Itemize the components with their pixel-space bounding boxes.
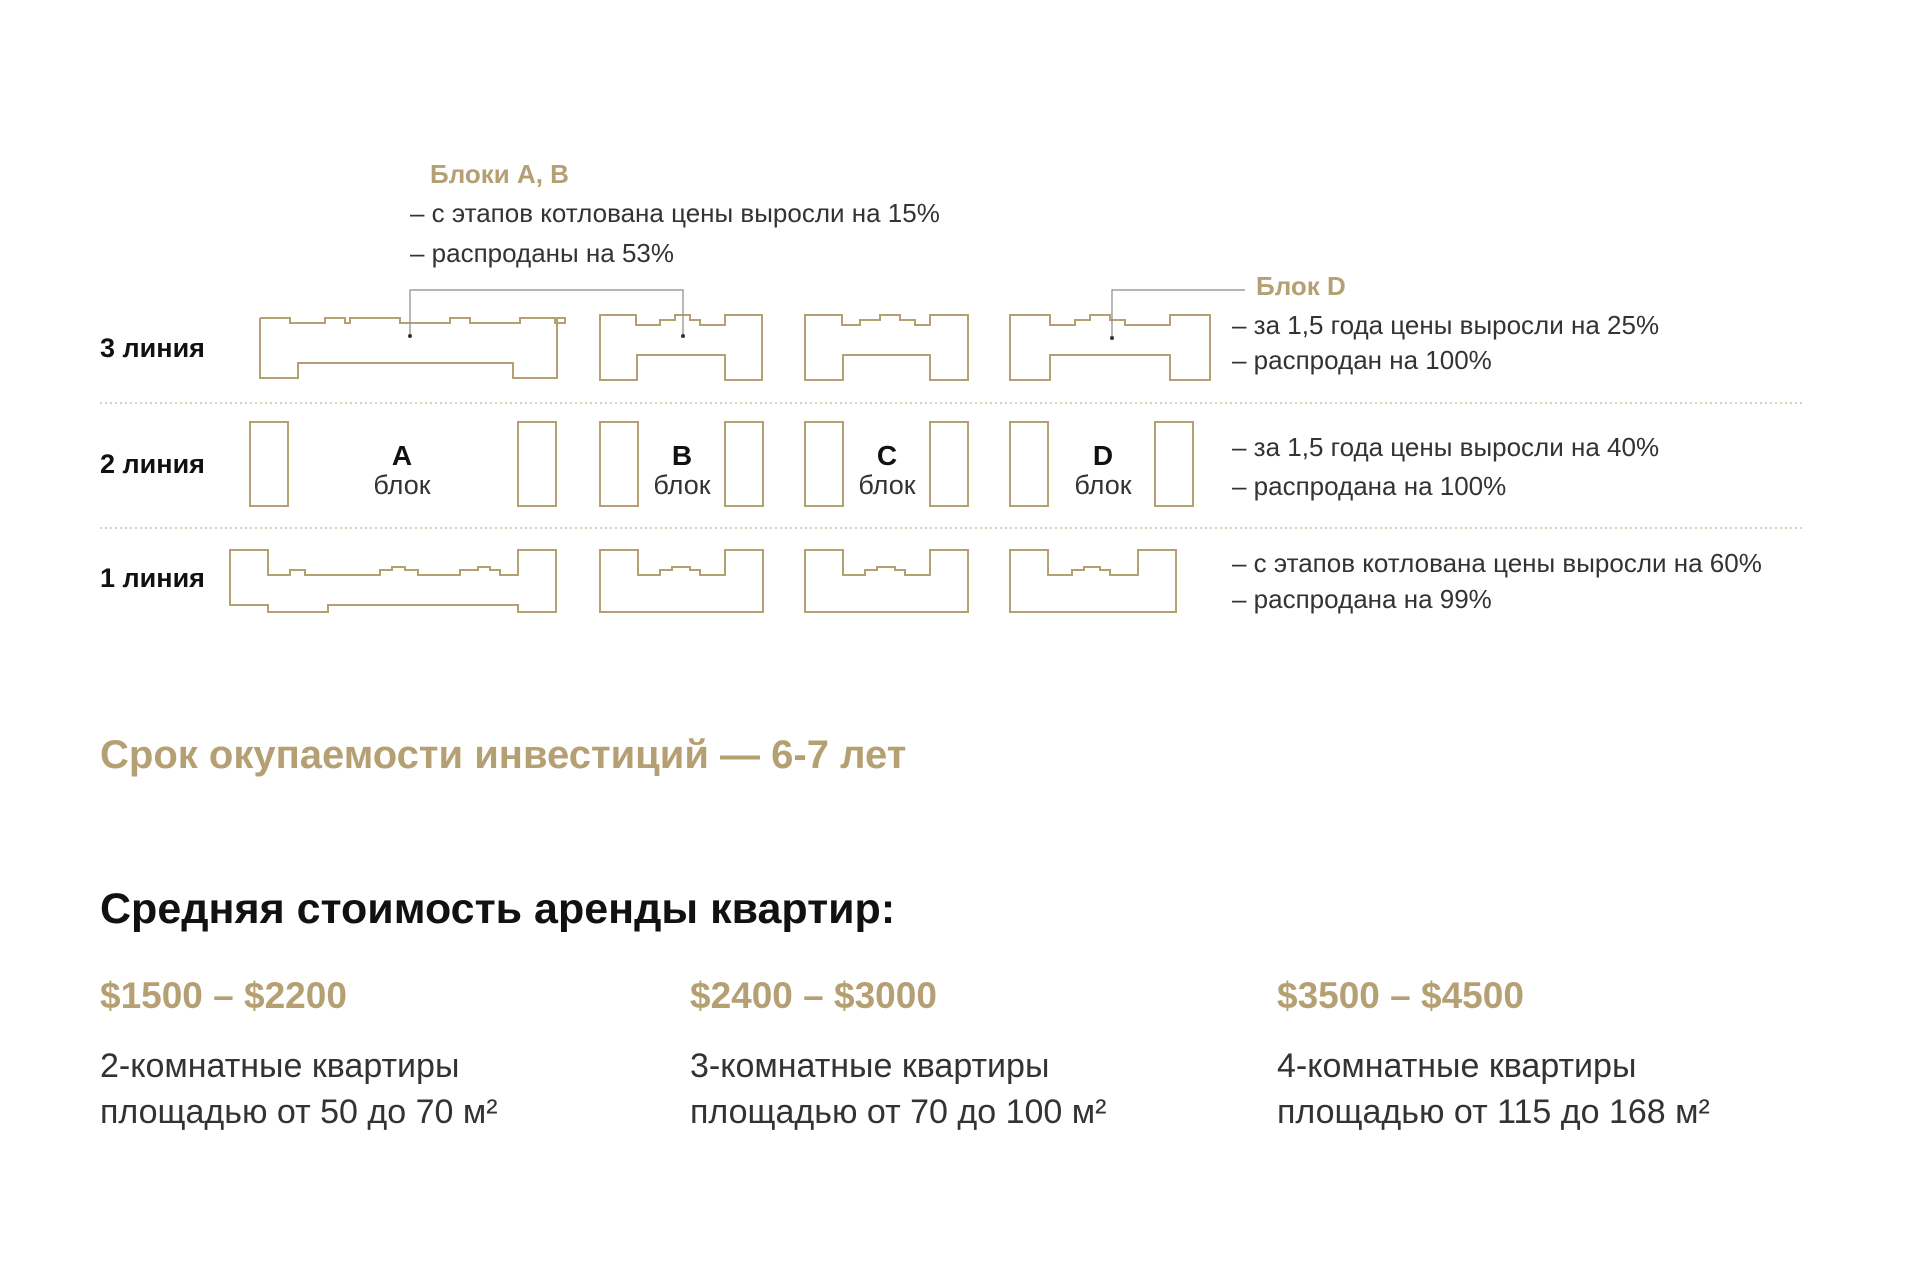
building-row2-a-right xyxy=(518,422,556,506)
callout-dot xyxy=(681,334,685,338)
block-letter-a: A xyxy=(391,440,413,471)
rent-card-3-room xyxy=(690,975,1250,1135)
rent-description xyxy=(1277,1043,1837,1135)
building-row1-b xyxy=(600,550,763,612)
rent-desc-line: площадью от 70 до 100 м² xyxy=(690,1093,1107,1131)
payback-heading: Срок окупаемости инвестиций — 6-7 лет xyxy=(100,733,907,777)
rent-description xyxy=(690,1043,1250,1135)
block-word-b: блок xyxy=(653,470,711,500)
row2-note-1: – за 1,5 года цены выросли на 40% xyxy=(1232,432,1660,462)
rent-desc-line: 3-комнатные квартиры xyxy=(690,1047,1050,1085)
building-row1-a xyxy=(230,550,556,612)
block-letter-d: D xyxy=(1092,440,1114,471)
rent-heading: Средняя стоимость аренды квартир: xyxy=(100,885,896,933)
rent-desc-line: площадью от 50 до 70 м² xyxy=(100,1093,498,1131)
callout-ab-title: Блоки A, B xyxy=(430,159,569,189)
building-row3-d xyxy=(1010,315,1210,380)
block-letter-c: C xyxy=(876,440,898,471)
block-letter-b: B xyxy=(671,440,693,471)
row1-note-2: – распродана на 99% xyxy=(1232,584,1492,614)
rent-desc-line: 2-комнатные квартиры xyxy=(100,1047,460,1085)
building-row1-c xyxy=(805,550,968,612)
building-row2-d-right xyxy=(1155,422,1193,506)
row-label-3: 3 линия xyxy=(100,333,205,363)
rent-desc-line: площадью от 115 до 168 м² xyxy=(1277,1093,1710,1131)
building-row2-a-left xyxy=(250,422,288,506)
building-row3-b xyxy=(600,315,762,380)
rent-card-2-room xyxy=(100,975,660,1135)
building-row2-c-right xyxy=(930,422,968,506)
row2-note-2: – распродана на 100% xyxy=(1232,471,1507,501)
building-row2-c-left xyxy=(805,422,843,506)
callout-dot xyxy=(408,334,412,338)
row3-note-2: – распродан на 100% xyxy=(1232,345,1492,375)
row1-note-1: – с этапов котлована цены выросли на 60% xyxy=(1232,548,1762,578)
block-word-c: блок xyxy=(858,470,916,500)
row-label-2: 2 линия xyxy=(100,449,205,479)
rent-card-4-room xyxy=(1277,975,1837,1135)
building-row2-b-left xyxy=(600,422,638,506)
rent-desc-line: 4-комнатные квартиры xyxy=(1277,1047,1637,1085)
rent-price: $3500 – $4500 xyxy=(1277,975,1524,1016)
callout-leader-ab xyxy=(410,290,683,335)
rent-price: $2400 – $3000 xyxy=(690,975,937,1016)
rent-price: $1500 – $2200 xyxy=(100,975,347,1016)
building-row1-d xyxy=(1010,550,1176,612)
building-row2-b-right xyxy=(725,422,763,506)
block-word-a: блок xyxy=(373,470,431,500)
block-word-d: блок xyxy=(1074,470,1132,500)
row3-note-1: – за 1,5 года цены выросли на 25% xyxy=(1232,310,1660,340)
building-row3-a xyxy=(260,318,565,378)
building-row2-d-left xyxy=(1010,422,1048,506)
callout-dot xyxy=(1110,336,1114,340)
callout-ab-line-2: – распроданы на 53% xyxy=(410,238,675,268)
building-row3-c xyxy=(805,315,968,380)
row-label-1: 1 линия xyxy=(100,563,205,593)
callout-ab-line-1: – с этапов котлована цены выросли на 15% xyxy=(410,198,940,228)
callout-d-title: Блок D xyxy=(1256,271,1346,301)
rent-description xyxy=(100,1043,660,1135)
